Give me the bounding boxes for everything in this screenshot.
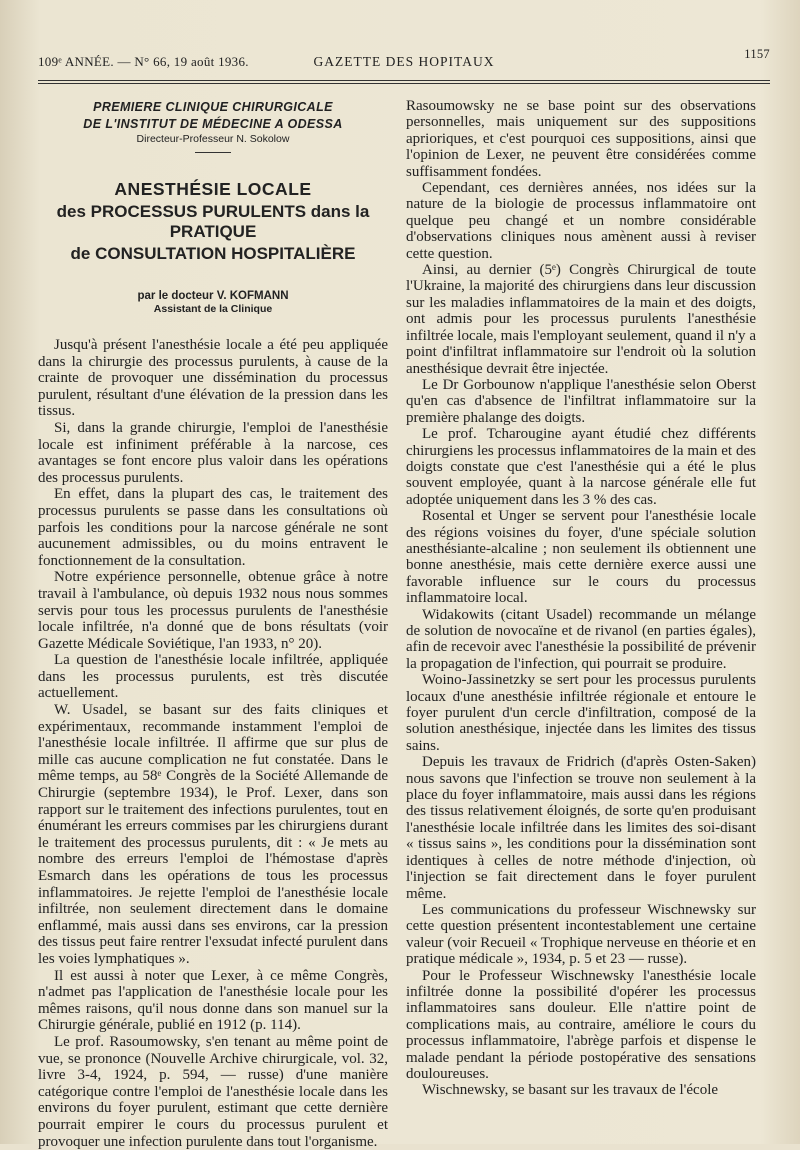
- paragraph: W. Usadel, se basant sur des faits cliniques et expérimentaux, recommande instamment l'emploi de l'anesthésie locale infiltrée. Il affirme que sur plus de mille cas aucune complication ne fut constatée. Dans le même temps, au 58ᵉ Congrès de la Société Allemande de Chirurgie (septembre 1934), le Prof. Lexer, dans son rapport sur le traitement des infections purulentes, tout en énumérant les erreurs commises par les chirurgiens durant le traitement des processus purulents, dit : « Je mets au nombre des erreurs l'emploi de l'hémostase d'après Esmarch dans les opérations de tous les processus inflammatoires. Je rejette l'emploi de l'anesthésie locale infiltrée, non seulement directement dans le domaine enflammé, mais aussi dans ses environs, car la pression des tissus peut faire rentrer l'exsudat infecté purulent dans les voies lymphatiques ».: [38, 702, 388, 967]
- paragraph: Si, dans la grande chirurgie, l'emploi de l'anesthésie locale est infiniment préférable à la narcose, ces avantages se font encore plus valoir dans les opérations des processus purulents.: [38, 419, 388, 486]
- paragraph: Woino-Jassinetzky se sert pour les processus purulents locaux d'une anesthésie infiltrée régionale et entoure le foyer purulent d'un cercle d'infiltration, composé de la solution anesthésique, injectée dans les limites des tissus sains.: [406, 672, 756, 754]
- paragraph: En effet, dans la plupart des cas, le traitement des processus purulents se passe dans les consultations où parfois les conditions pour la narcose générale ne sont aucunement admissibles, ou du moins entravent le fonctionnement de la consultation.: [38, 486, 388, 569]
- author-role: Assistant de la Clinique: [153, 303, 273, 315]
- author: par le docteur V. KOFMANN: [137, 290, 289, 302]
- paragraph: Pour le Professeur Wischnewsky l'anesthésie locale infiltrée donne la possibilité d'opérer les processus inflammatoires sans douleur. Elle n'attire point de complications mais, au contraire, améliore le cours du processus inflammatoire, l'abrège parfois et dispense le malade pendant la période postopérative des sensations douloureuses.: [406, 967, 756, 1082]
- paragraph: Le prof. Tcharougine ayant étudié chez différents chirurgiens les processus inflammatoires de la main et des doigts constate que c'est l'anesthésie qui a été le plus souvent employée, quant à la narcose générale elle fut adoptée uniquement dans les 3 % des cas.: [406, 426, 756, 508]
- issue-info: 109ᵉ ANNÉE. — N° 66, 19 août 1936.: [38, 54, 249, 69]
- paragraph: Le prof. Rasoumowsky, s'en tenant au même point de vue, se prononce (Nouvelle Archive chirurgicale, vol. 32, livre 3-4, 1924, p. 594, — russe) d'une manière catégorique contre l'emploi de l'anesthésie locale dans les environs du foyer purulent, estimant que cette dernière pourrait empirer le cours du processus purulent et provoquer une infection purulente dans tout l'organisme.: [38, 1033, 388, 1150]
- paragraph: Notre expérience personnelle, obtenue grâce à notre travail à l'ambulance, où depuis 1932 nous nous sommes servis pour tous les processus purulents de l'anesthésie locale infiltrée, n'a donné que de bons résultats (voir Gazette Médicale Soviétique, l'an 1933, n° 20).: [38, 569, 388, 652]
- title-line-3: de CONSULTATION HOSPITALIÈRE: [70, 244, 356, 263]
- paragraph: La question de l'anesthésie locale infiltrée, appliquée dans les processus purulents, est très discutée actuellement.: [38, 652, 388, 702]
- paragraph: Ainsi, au dernier (5ᵉ) Congrès Chirurgical de toute l'Ukraine, la majorité des chirurgiens dans leur discussion sur les maladies inflammatoires de la main et des doigts, ont admis pour les processus purulents l'anesthésie infiltrée locale, mais l'employant seulement, quand il n'y a point d'infiltrat inflammatoire sur l'endroit où la solution anesthésique devrait être injectée.: [406, 262, 756, 377]
- running-head: [38, 47, 770, 70]
- paragraph: Cependant, ces dernières années, nos idées sur la nature de la biologie de processus inflammatoire ont quelque peu changé et un nombre considérable d'observations cliniques nous amènent aussi à reviser cette question.: [406, 180, 756, 262]
- title-line-1: ANESTHÉSIE LOCALE: [114, 179, 312, 199]
- left-column: [38, 98, 388, 1150]
- header-rule: [38, 80, 770, 84]
- text-columns: [38, 98, 770, 1150]
- paragraph: Wischnewsky, se basant sur les travaux de l'école: [422, 1082, 719, 1099]
- page-number: 1157: [744, 47, 770, 61]
- paragraph: Il est aussi à noter que Lexer, à ce même Congrès, n'admet pas l'application de l'anesthésie locale pour les mêmes raisons, qu'il nous donne dans son manuel sur la Chirurgie générale, publié en 1912 (p. 114).: [38, 967, 388, 1034]
- short-rule: [195, 152, 231, 153]
- paragraph: Depuis les travaux de Fridrich (d'après Osten-Saken) nous savons que l'infection se trouve non seulement à la place du foyer inflammatoire, mais aussi dans les régions des tissus relativement éloignés, de sorte qu'en produisant l'anesthésie locale infiltrée dans les limites des soi-disant « tissus sains », les conditions pour la dissémination sont identiques à celles de notre méthode d'injection, où l'injection se fait directement dans le foyer purulent même.: [406, 754, 756, 902]
- paragraph: Le Dr Gorbounow n'applique l'anesthésie selon Oberst qu'en cas d'absence de l'infiltrat inflammatoire sur la première phalange des doigts.: [406, 376, 756, 426]
- paragraph: Rosental et Unger se servent pour l'anesthésie locale des régions voisines du foyer, d'une spéciale solution anesthésiante-alcaline ; non seulement ils obtiennent une bonne anesthésie, mais cette dernière exerce aussi une favorable influence sur le cours du processus inflammatoire local.: [406, 508, 756, 607]
- paragraph: Jusqu'à présent l'anesthésie locale a été peu appliquée dans la chirurgie des processus purulents, à cause de la crainte de provoquer une dissémination du processus purulent, résultant d'une élévation de la pression dans les tissus.: [38, 337, 388, 420]
- article-title: [38, 179, 388, 264]
- paragraph: Rasoumowsky ne se base point sur des observations personnelles, mais uniquement sur des suppositions aprioriques, et c'est pourquoi ces suppositions, ainsi que l'opinion de Lexer, ne peuvent être considérées comme suffisamment fondées.: [406, 98, 756, 180]
- clinic-line-2: DE L'INSTITUT DE MÉDECINE A ODESSA: [83, 117, 343, 131]
- paragraph: Les communications du professeur Wischnewsky sur cette question présentent incontestablement une certaine valeur (voir Recueil « Trophique nerveuse en théorie et en pratique médicale », 1934, p. 5 et 23 — russe).: [406, 901, 756, 968]
- journal-title: GAZETTE DES HOPITAUX: [313, 54, 495, 69]
- clinic-line-1: PREMIERE CLINIQUE CHIRURGICALE: [93, 100, 333, 114]
- director-line: Directeur-Professeur N. Sokolow: [136, 133, 290, 145]
- paragraph: Widakowits (citant Usadel) recommande un mélange de solution de novocaïne et de rivanol (en parties égales), afin de recevoir avec l'anesthésie la possibilité de prévenir la propagation de l'infection, qui pourrait se produire.: [406, 606, 756, 672]
- title-line-2: des PROCESSUS PURULENTS dans la PRATIQUE: [56, 202, 370, 241]
- right-column: [406, 98, 756, 1150]
